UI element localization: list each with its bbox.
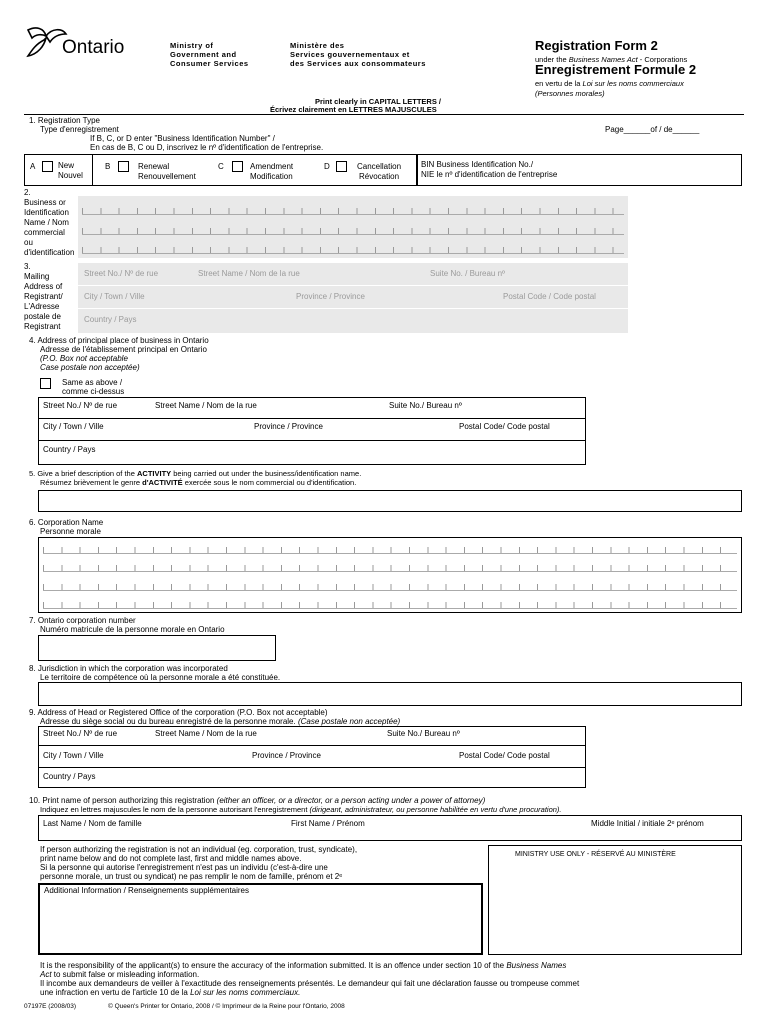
s1-note-en: If B, C, or D enter "Business Identification Number" /	[90, 134, 275, 143]
responsibility-en: It is the responsibility of the applicant(s) to ensure the accuracy of the information submitted. It is an offence under section 10 of the Business Names	[40, 961, 567, 970]
ontario-wordmark: Ontario	[62, 37, 125, 58]
s4-street-name: Street Name / Nom de la rue	[155, 401, 257, 410]
print-clearly-en: Print clearly in CAPITAL LETTERS /	[315, 97, 441, 106]
mailing-address-field[interactable]	[78, 263, 628, 333]
option-c-label: Amendment	[250, 162, 294, 171]
s9-suite: Suite No./ Bureau nº	[387, 729, 460, 738]
s2-label: 2. Business or Identification Name / Nom commercial ou d'identification	[24, 188, 75, 257]
s9-country: Country / Pays	[43, 772, 96, 781]
option-a-label: New	[58, 161, 75, 170]
s1-subtitle: Type d'enregistrement	[40, 125, 119, 134]
s4-province: Province / Province	[254, 422, 323, 431]
s9-street-no: Street No./ Nº de rue	[43, 729, 118, 738]
jurisdiction-field[interactable]	[38, 682, 742, 706]
s10-title: 10. Print name of person authorizing this registration (either an officer, or a director, or a person acting under a power of attorney)	[29, 796, 486, 805]
form-number: 07197E (2008/03)	[24, 1003, 77, 1010]
mailing-street-name: Street Name / Nom de la rue	[198, 269, 300, 278]
bin-label-fr: NIE le nº d'identification de l'entreprise	[421, 170, 558, 179]
responsibility-fr-2: une infraction en vertu de l'article 10 de la Loi sur les noms commerciaux.	[40, 988, 301, 997]
mailing-suite: Suite No. / Bureau nº	[430, 269, 505, 278]
mailing-street-no: Street No./ Nº de rue	[84, 269, 159, 278]
option-a-letter: A	[30, 162, 36, 171]
activity-field[interactable]	[38, 490, 742, 512]
same-as-above-label-fr: comme ci-dessus	[62, 387, 125, 396]
s4-postal: Postal Code/ Code postal	[459, 422, 550, 431]
s10-note: If person authorizing the registration is not an individual (eg. corporation, trust, syndicate), print name below and do not complete last, first and middle names above. Si la personne qui autorise l'enregistrement n'est pas un individu (c'est-à-dire une personne morale, un trust ou syndicat) ne pas remplir le nom de famille, prénom et 2ᵉ	[40, 845, 358, 881]
s4-city: City / Town / Ville	[43, 422, 104, 431]
option-c-letter: C	[218, 162, 224, 171]
authorizing-name-field[interactable]	[38, 815, 742, 841]
option-d-label-fr: Révocation	[359, 172, 400, 181]
s4-title: 4. Address of principal place of business in Ontario	[29, 336, 209, 345]
form-sub-fr-2: (Personnes morales)	[535, 89, 605, 98]
option-d-letter: D	[324, 162, 330, 171]
form-sub-fr: en vertu de la Loi sur les noms commerciaux	[535, 79, 684, 88]
form-title-en: Registration Form 2	[535, 38, 658, 53]
form-title-fr: Enregistrement Formule 2	[535, 62, 697, 77]
option-d-checkbox[interactable]	[336, 161, 347, 172]
s9-city: City / Town / Ville	[43, 751, 104, 760]
form-sub-en: under the Business Names Act - Corporations	[535, 55, 688, 64]
mailing-province: Province / Province	[296, 292, 365, 301]
s9-title-fr: Adresse du siège social ou du bureau enregistré de la personne morale. (Case postale non acceptée)	[40, 717, 401, 726]
middle-initial-label: Middle Initial / initiale 2ᵉ prénom	[591, 819, 704, 828]
s4-street-no: Street No./ Nº de rue	[43, 401, 118, 410]
s9-street-name: Street Name / Nom de la rue	[155, 729, 257, 738]
copyright: © Queen's Printer for Ontario, 2008 / © Imprimeur de la Reine pour l'Ontario, 2008	[108, 1003, 345, 1010]
responsibility-fr: Il incombe aux demandeurs de veiller à l'exactitude des renseignements présentés. Le demandeur qui fait une déclaration fausse ou trompeuse commet	[40, 979, 580, 988]
s5-title: 5. Give a brief description of the ACTIVITY being carried out under the business/identification name.	[29, 469, 362, 478]
s9-title: 9. Address of Head or Registered Office of the corporation (P.O. Box not acceptable)	[29, 708, 328, 717]
s6-title: 6. Corporation Name	[29, 518, 104, 527]
additional-info-label: Additional Information / Renseignements supplémentaires	[44, 886, 250, 895]
option-b-letter: B	[105, 162, 111, 171]
s4-title-fr: Adresse de l'établissement principal en Ontario	[40, 345, 207, 354]
same-as-above-checkbox[interactable]	[40, 378, 51, 389]
s8-title-fr: Le territoire de compétence où la personne morale a été constituée.	[40, 673, 281, 682]
s4-po-fr: Case postale non acceptée)	[40, 363, 140, 372]
corporation-number-field[interactable]	[38, 635, 276, 661]
s9-province: Province / Province	[252, 751, 321, 760]
page-of: Page______of / de______	[605, 125, 700, 134]
option-b-label: Renewal	[138, 162, 170, 171]
option-c-label-fr: Modification	[250, 172, 293, 181]
option-c-checkbox[interactable]	[232, 161, 243, 172]
s6-title-fr: Personne morale	[40, 527, 101, 536]
mailing-postal: Postal Code / Code postal	[503, 292, 596, 301]
principal-address-field[interactable]	[38, 397, 586, 465]
head-office-address-field[interactable]	[38, 726, 586, 788]
ministry-fr: Ministère des Services gouvernementaux et des Services aux consommateurs	[290, 41, 426, 68]
first-name-label: First Name / Prénom	[291, 819, 365, 828]
s7-title: 7. Ontario corporation number	[29, 616, 136, 625]
corporation-name-field[interactable]	[38, 537, 742, 613]
option-d-label: Cancellation	[357, 162, 402, 171]
s1-title: 1. Registration Type	[29, 116, 101, 125]
option-b-checkbox[interactable]	[118, 161, 129, 172]
s7-title-fr: Numéro matricule de la personne morale en Ontario	[40, 625, 225, 634]
s10-title-fr: Indiquez en lettres majuscules le nom de la personne autorisant l'enregistrement (dirigeant, administrateur, ou personne habilitée en vertu d'une procuration).	[40, 805, 562, 814]
same-as-above-label: Same as above /	[62, 378, 123, 387]
business-name-field[interactable]	[78, 196, 628, 258]
last-name-label: Last Name / Nom de famille	[43, 819, 142, 828]
s4-country: Country / Pays	[43, 445, 96, 454]
mailing-city: City / Town / Ville	[84, 292, 145, 301]
bin-label-en: BIN Business Identification No./	[421, 160, 534, 169]
mailing-country: Country / Pays	[84, 315, 137, 324]
ministry-en: Ministry of Government and Consumer Services	[170, 41, 249, 68]
additional-info-field[interactable]	[38, 883, 483, 955]
ministry-use-box	[488, 845, 742, 955]
option-a-label-fr: Nouvel	[58, 171, 83, 180]
ministry-use-label: MINISTRY USE ONLY - RÉSERVÉ AU MINISTÈRE	[515, 851, 676, 858]
option-b-label-fr: Renouvellement	[138, 172, 196, 181]
s5-title-fr: Résumez brièvement le genre d'ACTIVITÉ exercée sous le nom commercial ou d'identification.	[40, 478, 357, 487]
s9-postal: Postal Code/ Code postal	[459, 751, 550, 760]
s8-title: 8. Jurisdiction in which the corporation was incorporated	[29, 664, 228, 673]
s4-suite: Suite No./ Bureau nº	[389, 401, 462, 410]
s3-label: 3. Mailing Address of Registrant/ L'Adresse postale de Registrant	[24, 262, 63, 331]
print-clearly-fr: Écrivez clairement en LETTRES MAJUSCULES	[270, 105, 437, 114]
option-a-checkbox[interactable]	[42, 161, 53, 172]
s4-po-en: (P.O. Box not acceptable	[40, 354, 128, 363]
s1-note-fr: En cas de B, C ou D, inscrivez le nº d'identification de l'entreprise.	[90, 143, 324, 152]
responsibility-en-2: Act to submit false or misleading information.	[40, 970, 200, 979]
